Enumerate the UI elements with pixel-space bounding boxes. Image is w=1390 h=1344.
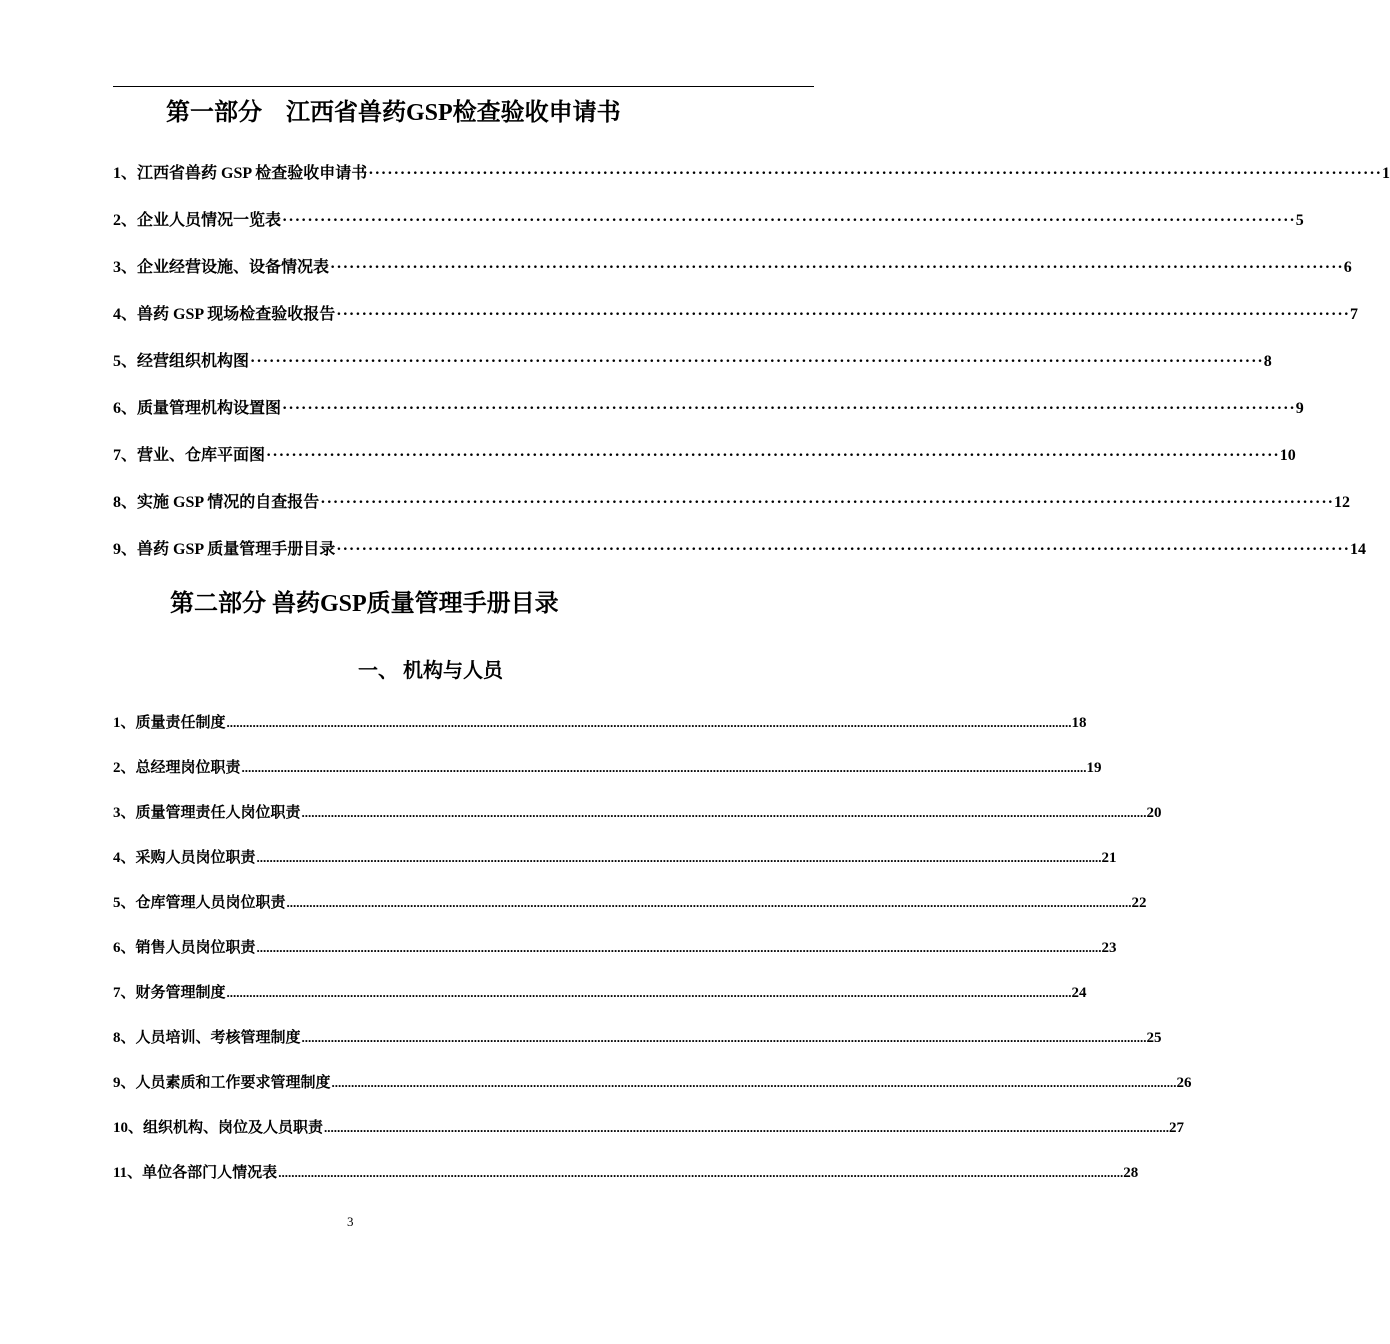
toc-entry-label: 9、人员素质和工作要求管理制度 xyxy=(113,1075,331,1091)
toc-entry-page: 9 xyxy=(1295,400,1304,417)
toc-entry-label: 1、质量责任制度 xyxy=(113,715,226,731)
toc-entry[interactable] xyxy=(113,1071,1192,1116)
toc-leader-dots: .................................................................................................................................................................................................................................................................... xyxy=(241,760,1087,775)
page-number: 3 xyxy=(347,1214,354,1229)
toc-entry-page: 1 xyxy=(1382,165,1390,182)
toc-leader-dots: ································································································································································ xyxy=(282,212,1296,229)
toc-entry[interactable] xyxy=(113,801,1162,846)
toc-leader-dots: .................................................................................................................................................................................................................................................................... xyxy=(301,1030,1147,1045)
toc-leader-dots: .................................................................................................................................................................................................................................................................... xyxy=(278,1165,1124,1180)
toc-entry-label: 11、单位各部门人情况表 xyxy=(113,1165,278,1181)
toc-entry[interactable] xyxy=(113,891,1147,936)
toc-entry-label: 5、经营组织机构图 xyxy=(113,353,250,370)
toc-entry-page: 10 xyxy=(1279,447,1296,464)
toc-leader-dots: .................................................................................................................................................................................................................................................................... xyxy=(324,1120,1170,1135)
toc-entry-page: 7 xyxy=(1350,306,1358,323)
toc-entry-page: 23 xyxy=(1101,940,1117,956)
toc-leader-dots: .................................................................................................................................................................................................................................................................... xyxy=(286,895,1132,910)
toc-entry-page: 18 xyxy=(1071,715,1087,731)
toc-entry-label: 2、企业人员情况一览表 xyxy=(113,212,282,229)
toc-entry-label: 3、质量管理责任人岗位职责 xyxy=(113,805,301,821)
toc-entry[interactable] xyxy=(113,348,1272,395)
toc-entry-label: 7、营业、仓库平面图 xyxy=(113,447,266,464)
toc-entry[interactable] xyxy=(113,254,1352,301)
toc-leader-dots: .................................................................................................................................................................................................................................................................... xyxy=(331,1075,1177,1090)
toc-entry-label: 7、财务管理制度 xyxy=(113,985,226,1001)
part2-heading: 第二部分 兽药GSP质量管理手册目录 xyxy=(170,591,559,617)
toc-entry-page: 19 xyxy=(1086,760,1102,776)
toc-entry[interactable] xyxy=(113,489,1350,536)
toc-entry[interactable] xyxy=(113,395,1304,442)
toc-entry-label: 4、兽药 GSP 现场检查验收报告 xyxy=(113,306,336,323)
toc-leader-dots: ································································································································································ xyxy=(320,494,1334,511)
toc-leader-dots: .................................................................................................................................................................................................................................................................... xyxy=(256,940,1102,955)
toc-entry-label: 10、组织机构、岗位及人员职责 xyxy=(113,1120,324,1136)
toc-entry[interactable] xyxy=(113,846,1117,891)
toc-leader-dots: ································································································································································ xyxy=(250,353,1264,370)
section-title: 一、 机构与人员 xyxy=(358,660,503,682)
toc-leader-dots: .................................................................................................................................................................................................................................................................... xyxy=(226,985,1072,1000)
toc-entry-label: 3、企业经营设施、设备情况表 xyxy=(113,259,330,276)
toc-entry[interactable] xyxy=(113,301,1358,348)
toc-entry-label: 2、总经理岗位职责 xyxy=(113,760,241,776)
toc-leader-dots: ································································································································································ xyxy=(336,306,1350,323)
header-rule xyxy=(113,86,814,87)
toc-entry-label: 8、实施 GSP 情况的自查报告 xyxy=(113,494,320,511)
toc-entry-page: 22 xyxy=(1131,895,1147,911)
toc-leader-dots: ································································································································································ xyxy=(336,541,1350,558)
toc-entry-label: 9、兽药 GSP 质量管理手册目录 xyxy=(113,541,336,558)
toc-entry[interactable] xyxy=(113,936,1117,981)
part1-heading: 第一部分 江西省兽药GSP检查验收申请书 xyxy=(166,100,621,126)
toc-entry[interactable] xyxy=(113,442,1296,489)
toc-entry-page: 26 xyxy=(1176,1075,1192,1091)
toc-entry-page: 20 xyxy=(1146,805,1162,821)
part1-toc-list xyxy=(113,160,1390,583)
toc-entry-page: 28 xyxy=(1123,1165,1139,1181)
toc-entry-label: 6、质量管理机构设置图 xyxy=(113,400,282,417)
toc-entry[interactable] xyxy=(113,160,1390,207)
toc-entry-label: 4、采购人员岗位职责 xyxy=(113,850,256,866)
toc-leader-dots: ································································································································································ xyxy=(282,400,1296,417)
toc-entry-page: 24 xyxy=(1071,985,1087,1001)
toc-leader-dots: ································································································································································ xyxy=(266,447,1280,464)
toc-leader-dots: ································································································································································ xyxy=(330,259,1344,276)
toc-entry[interactable] xyxy=(113,1116,1185,1161)
toc-entry-page: 6 xyxy=(1343,259,1352,276)
toc-entry-page: 12 xyxy=(1334,494,1350,511)
toc-entry[interactable] xyxy=(113,981,1087,1026)
toc-leader-dots: .................................................................................................................................................................................................................................................................... xyxy=(301,805,1147,820)
toc-entry[interactable] xyxy=(113,1161,1139,1206)
toc-leader-dots: ································································································································································ xyxy=(368,165,1382,182)
part2-toc-list xyxy=(113,711,1192,1206)
toc-entry-page: 27 xyxy=(1169,1120,1185,1136)
toc-entry-page: 5 xyxy=(1295,212,1304,229)
toc-leader-dots: .................................................................................................................................................................................................................................................................... xyxy=(256,850,1102,865)
toc-entry-label: 8、人员培训、考核管理制度 xyxy=(113,1030,301,1046)
toc-entry-label: 1、江西省兽药 GSP 检查验收申请书 xyxy=(113,165,368,182)
toc-entry[interactable] xyxy=(113,536,1366,583)
toc-entry-page: 25 xyxy=(1146,1030,1162,1046)
toc-entry[interactable] xyxy=(113,756,1102,801)
toc-entry-label: 6、销售人员岗位职责 xyxy=(113,940,256,956)
toc-entry-page: 8 xyxy=(1263,353,1272,370)
toc-leader-dots: .................................................................................................................................................................................................................................................................... xyxy=(226,715,1072,730)
toc-entry[interactable] xyxy=(113,711,1087,756)
toc-entry-page: 14 xyxy=(1350,541,1366,558)
toc-entry[interactable] xyxy=(113,1026,1162,1071)
toc-entry-label: 5、仓库管理人员岗位职责 xyxy=(113,895,286,911)
toc-entry[interactable] xyxy=(113,207,1304,254)
toc-entry-page: 21 xyxy=(1101,850,1117,866)
